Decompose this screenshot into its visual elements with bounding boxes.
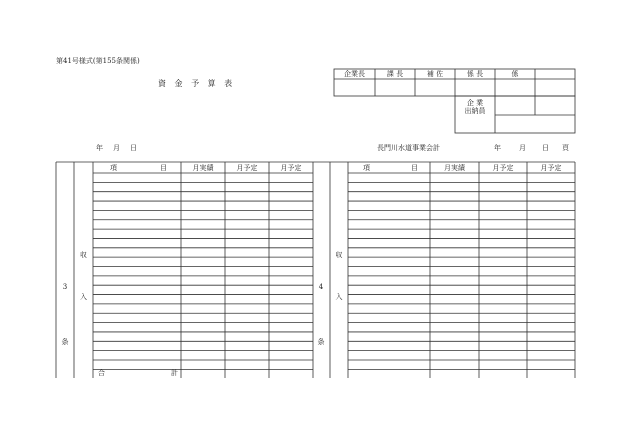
accounting-unit: 長門川水道事業会計 xyxy=(377,144,440,152)
date-year: 年 xyxy=(96,144,103,152)
approval-header-president: 企業長 xyxy=(344,70,365,78)
approval-header-staff: 係 xyxy=(511,70,519,78)
left-col-item-1: 項 xyxy=(110,164,117,172)
right-article-number: 4 xyxy=(318,283,324,291)
right-col-actual: 月実績 xyxy=(444,164,465,172)
page-year: 年 xyxy=(494,144,501,152)
left-col-item-2: 目 xyxy=(160,164,167,172)
right-col-plan-1: 月予定 xyxy=(492,164,514,172)
left-col-plan-1: 月予定 xyxy=(236,164,258,172)
right-income-2: 入 xyxy=(335,293,343,301)
left-total-1: 合 xyxy=(98,369,105,377)
date-day: 日 xyxy=(130,144,137,152)
left-income-2: 入 xyxy=(80,293,87,301)
page-day: 日 xyxy=(542,144,549,152)
right-article-char: 条 xyxy=(317,338,325,346)
approval-header-chief: 係 長 xyxy=(466,70,484,78)
approval-header-assistant: 補 佐 xyxy=(426,70,444,78)
form-number: 第41号様式(第155条関係) xyxy=(56,57,140,65)
date-month: 月 xyxy=(113,144,120,152)
left-total-2: 計 xyxy=(171,369,178,377)
right-income-1: 収 xyxy=(335,251,343,259)
page-month: 月 xyxy=(519,144,526,152)
left-income-1: 収 xyxy=(80,251,87,259)
left-article-number: 3 xyxy=(62,283,68,291)
document-title: 資 金 予 算 表 xyxy=(158,79,236,88)
page-number: 頁 xyxy=(562,144,569,152)
right-col-item-2: 目 xyxy=(411,164,418,172)
cashier-label-line1: 企 業 xyxy=(466,99,484,107)
left-col-plan-2: 月予定 xyxy=(280,164,302,172)
cashier-label-line2: 出納員 xyxy=(464,107,486,115)
left-col-actual: 月実績 xyxy=(192,164,214,172)
right-col-plan-2: 月予定 xyxy=(540,164,562,172)
right-col-item-1: 項 xyxy=(363,164,370,172)
left-article-char: 条 xyxy=(61,338,69,346)
approval-header-section-chief: 課 長 xyxy=(386,70,404,78)
